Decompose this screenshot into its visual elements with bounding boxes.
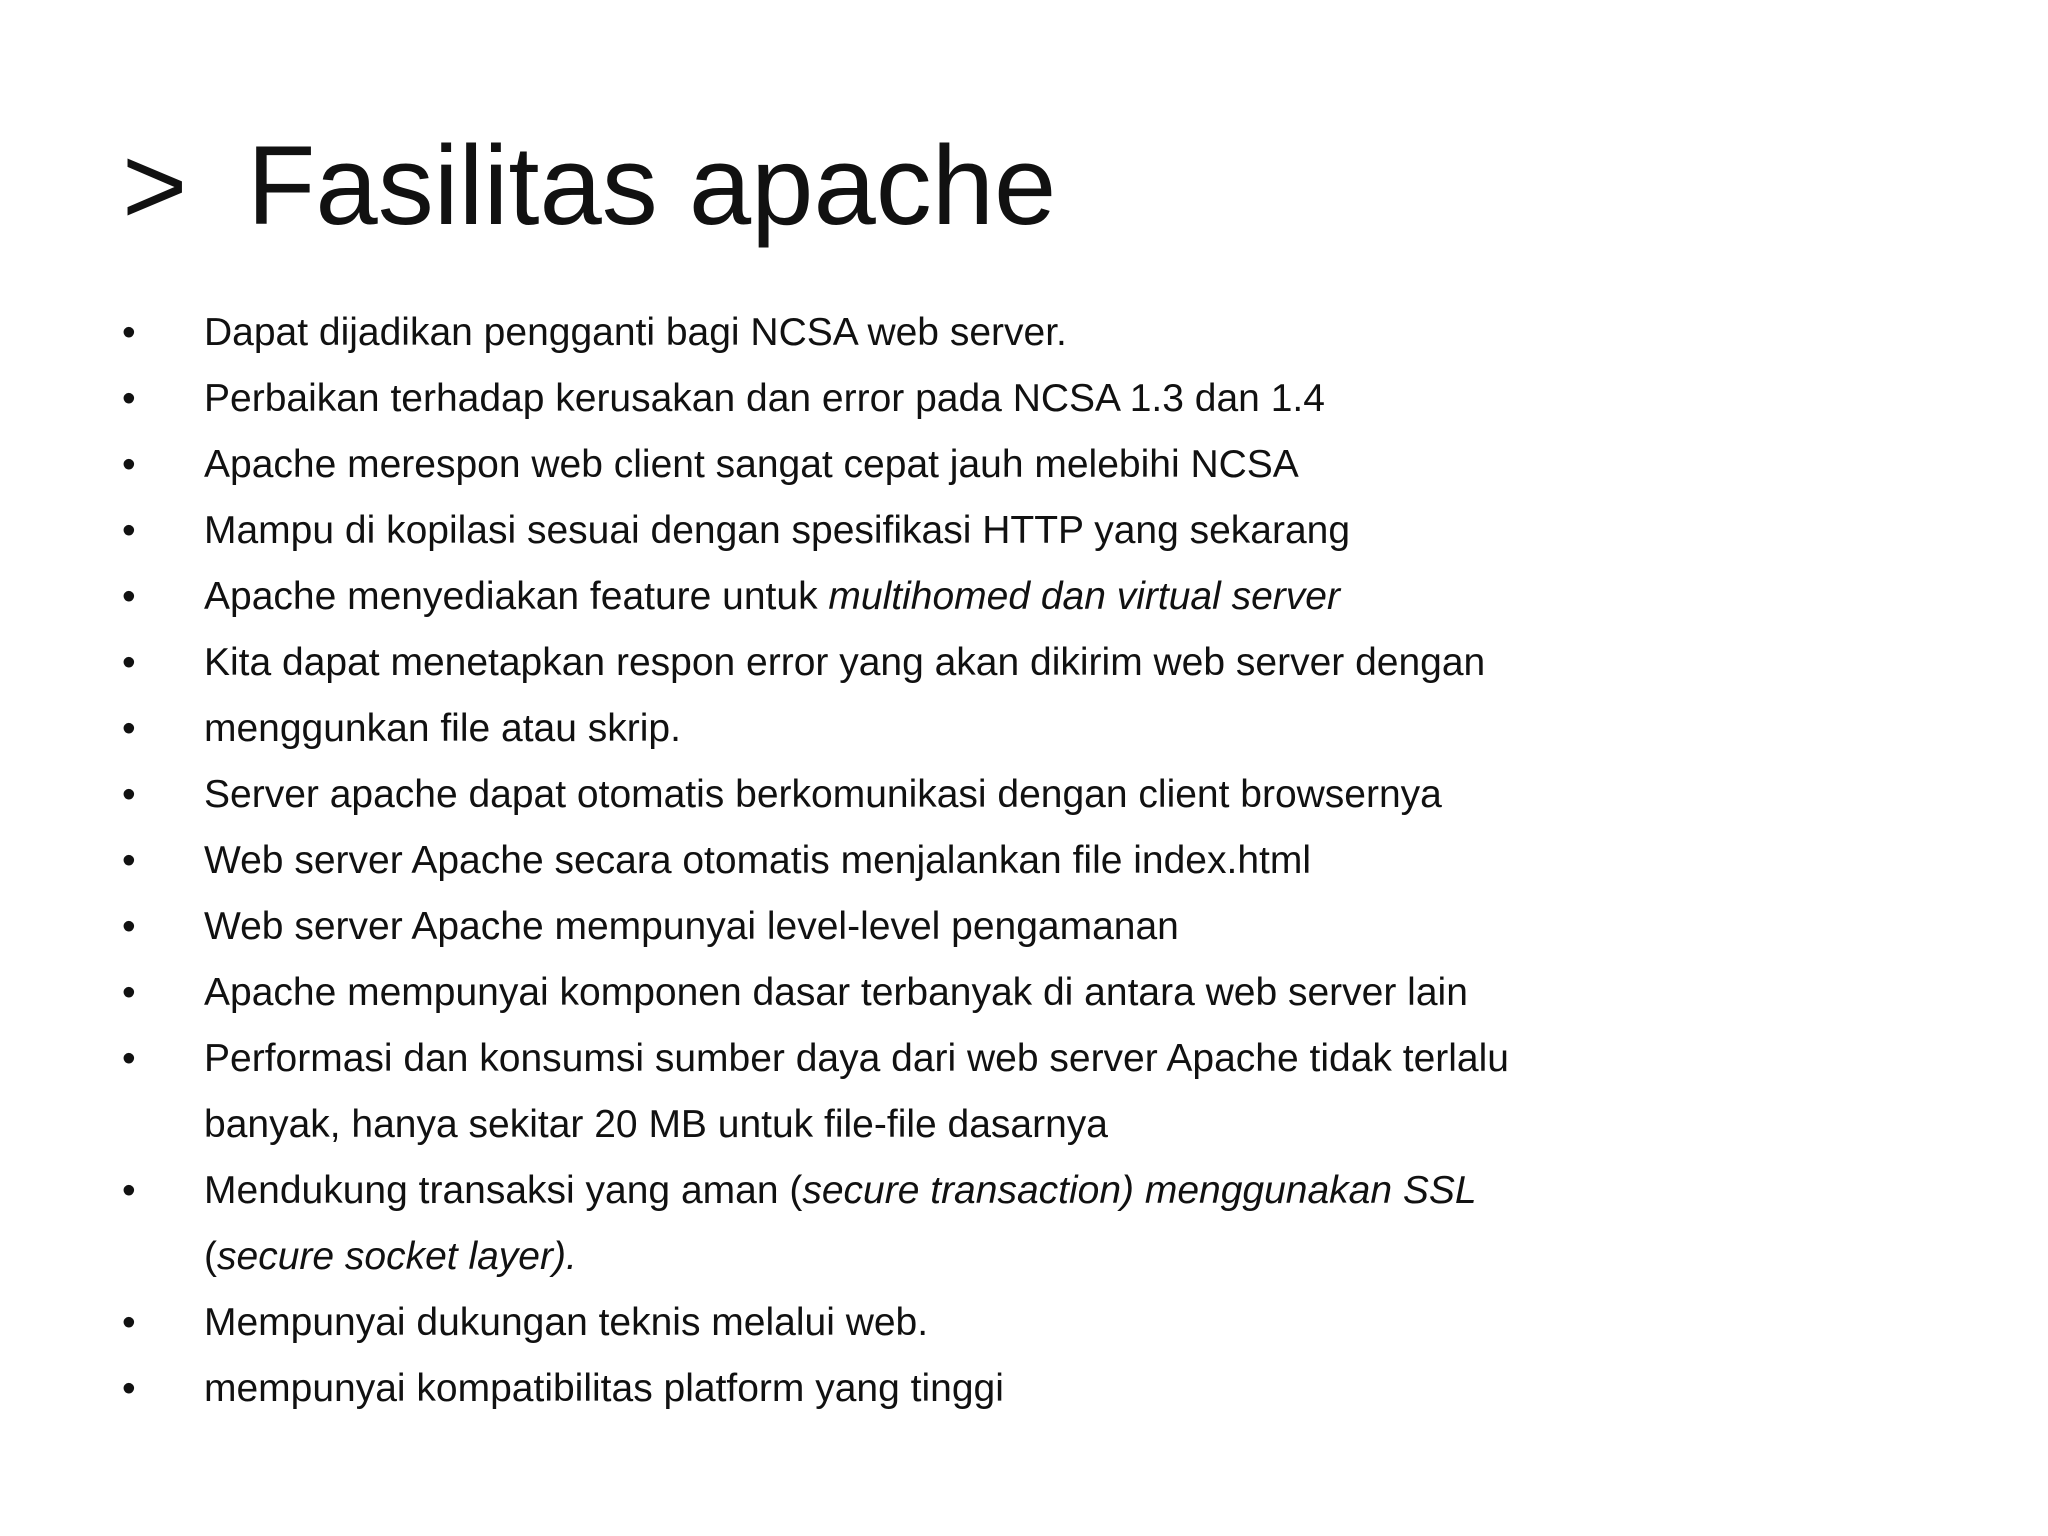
bullet-icon: • xyxy=(122,1301,136,1344)
list-item-8 xyxy=(122,762,1702,828)
slide-title xyxy=(122,123,1057,248)
item-text-italic: multihomed dan virtual server xyxy=(828,575,1340,618)
item-text xyxy=(204,564,1702,630)
item-text: Server apache dapat otomatis berkomunikasi dengan client browsernya xyxy=(204,773,1442,816)
item-text-line-2: banyak, hanya sekitar 20 MB untuk file-file dasarnya xyxy=(204,1103,1108,1146)
list-item-1 xyxy=(122,300,1702,366)
bullet-list xyxy=(122,300,1702,1422)
bullet-icon: • xyxy=(122,1169,136,1212)
list-item-4 xyxy=(122,498,1702,564)
bullet-icon: • xyxy=(122,641,136,684)
item-text-italic: secure transaction) menggunakan SSL xyxy=(802,1169,1477,1212)
item-text: Mempunyai dukungan teknis melalui web. xyxy=(204,1301,929,1344)
item-text: Web server Apache secara otomatis menjalankan file index.html xyxy=(204,839,1312,882)
bullet-icon: • xyxy=(122,839,136,882)
list-item-13 xyxy=(122,1158,1702,1290)
bullet-icon: • xyxy=(122,311,136,354)
item-text-italic: secure socket layer). xyxy=(217,1235,577,1278)
item-text: Web server Apache mempunyai level-level pengamanan xyxy=(204,905,1179,948)
item-text: Mampu di kopilasi sesuai dengan spesifikasi HTTP yang sekarang xyxy=(204,509,1351,552)
item-text-line-2 xyxy=(204,1224,1702,1290)
list-item-7 xyxy=(122,696,1702,762)
title-text: Fasilitas apache xyxy=(247,123,1057,248)
list-item-5 xyxy=(122,564,1702,630)
list-item-2 xyxy=(122,366,1702,432)
item-text-normal: ( xyxy=(204,1235,217,1278)
list-item-15 xyxy=(122,1356,1702,1422)
list-item-14 xyxy=(122,1290,1702,1356)
item-text: mempunyai kompatibilitas platform yang tinggi xyxy=(204,1367,1004,1410)
list-item-11 xyxy=(122,960,1702,1026)
list-item-6 xyxy=(122,630,1702,696)
list-item-9 xyxy=(122,828,1702,894)
item-text-line-1 xyxy=(204,1158,1702,1224)
bullet-icon: • xyxy=(122,773,136,816)
bullet-icon: • xyxy=(122,905,136,948)
list-item-10 xyxy=(122,894,1702,960)
bullet-icon: • xyxy=(122,377,136,420)
item-text-normal: Mendukung transaksi yang aman ( xyxy=(204,1169,803,1212)
item-text: Kita dapat menetapkan respon error yang akan dikirim web server dengan xyxy=(204,641,1486,684)
bullet-icon: • xyxy=(122,443,136,486)
item-text: Apache merespon web client sangat cepat jauh melebihi NCSA xyxy=(204,443,1299,486)
bullet-icon: • xyxy=(122,1037,136,1080)
title-marker: > xyxy=(122,123,188,248)
list-item-12 xyxy=(122,1026,1702,1158)
item-text: Apache mempunyai komponen dasar terbanyak di antara web server lain xyxy=(204,971,1468,1014)
bullet-icon: • xyxy=(122,575,136,618)
bullet-icon: • xyxy=(122,1367,136,1410)
bullet-icon: • xyxy=(122,971,136,1014)
item-text: Perbaikan terhadap kerusakan dan error pada NCSA 1.3 dan 1.4 xyxy=(204,377,1325,420)
list-item-3 xyxy=(122,432,1702,498)
item-text-normal: Apache menyediakan feature untuk xyxy=(204,575,829,618)
item-text-line-1: Performasi dan konsumsi sumber daya dari web server Apache tidak terlalu xyxy=(204,1037,1509,1080)
item-text: menggunkan file atau skrip. xyxy=(204,707,681,750)
item-text: Dapat dijadikan pengganti bagi NCSA web server. xyxy=(204,311,1067,354)
bullet-icon: • xyxy=(122,707,136,750)
bullet-icon: • xyxy=(122,509,136,552)
